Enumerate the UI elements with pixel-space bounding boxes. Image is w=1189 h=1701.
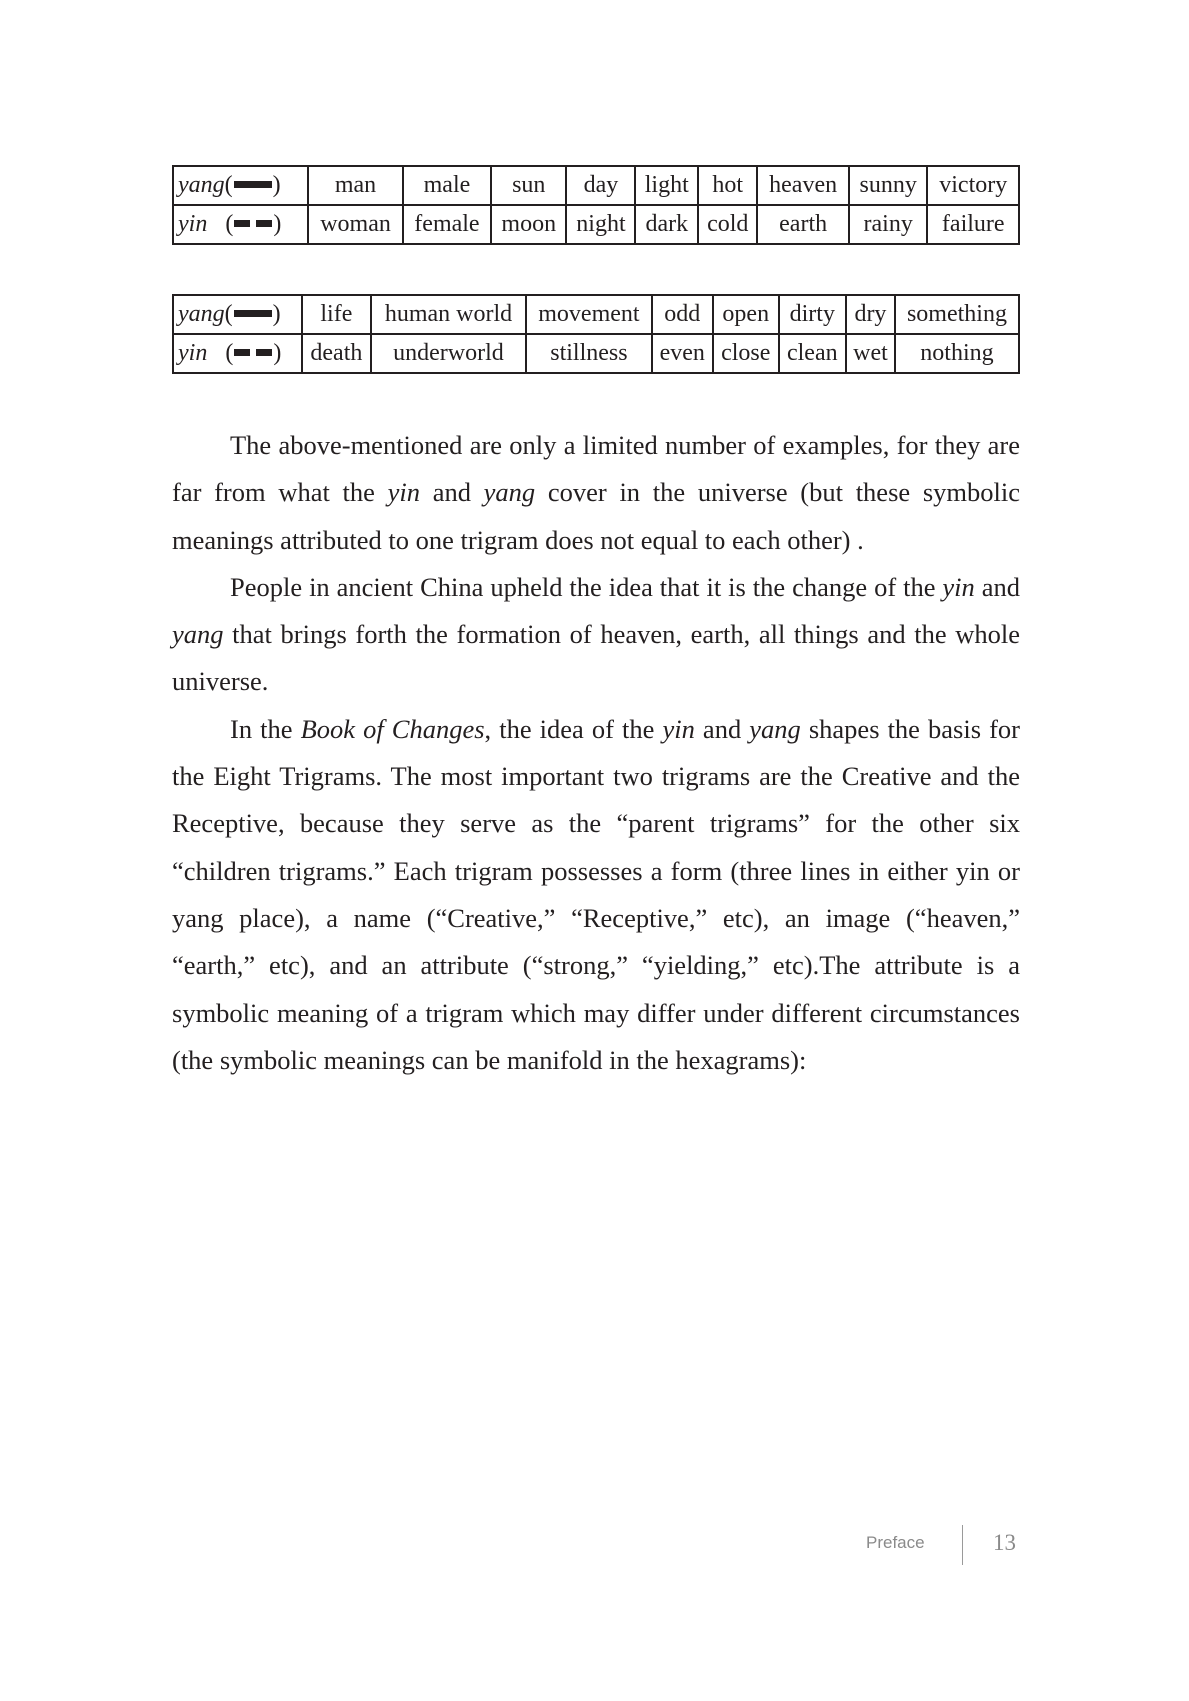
table-cell: light [635,166,698,205]
table-cell: day [566,166,635,205]
table-cell: open [713,295,779,334]
table-row-yang [173,295,1019,334]
footer-divider [962,1525,963,1565]
row-label-yin: yin ( ) [173,334,302,373]
table-cell: cold [698,205,757,244]
yin-yang-table-2 [172,294,1020,374]
body-text [172,422,1020,1084]
yin-yang-table-1 [172,165,1020,245]
term-yin: yin [178,340,208,366]
table-cell: night [566,205,635,244]
table-cell: odd [652,295,713,334]
table-cell: victory [927,166,1019,205]
page-number: 13 [993,1530,1016,1555]
table-cell: nothing [895,334,1019,373]
yang-line-icon [234,310,272,317]
row-label-yang: yang( ) [173,166,308,205]
table-cell: heaven [757,166,848,205]
table-cell: close [713,334,779,373]
table-cell: female [403,205,491,244]
table-row-yin [173,334,1019,373]
table-cell: dark [635,205,698,244]
table-cell: life [302,295,371,334]
row-label-yang: yang( ) [173,295,302,334]
table-cell: sun [491,166,566,205]
table-cell: underworld [371,334,526,373]
table-cell: moon [491,205,566,244]
yin-line-icon [234,220,272,227]
footer-section-label: Preface [866,1533,925,1552]
table-cell: human world [371,295,526,334]
paragraph-3: In the Book of Changes, the idea of the yin and yang shapes the basis for the Eight Trigrams. The most important two trigrams are the Creative and the Receptive, because they serve as the “parent trigrams” for the other six “children trigrams.” Each trigram possesses a form (three lines in either yin or yang place), a name (“Creative,” “Receptive,” etc), an image (“heaven,” “earth,” etc), and an attribute (“strong,” “yielding,” etc).The attribute is a symbolic meaning of a trigram which may differ under different circumstances (the symbolic meanings can be manifold in the hexagrams): [172,713,1020,1075]
table-cell: hot [698,166,757,205]
table-cell: death [302,334,371,373]
row-label-yin: yin ( ) [173,205,308,244]
table-cell: failure [927,205,1019,244]
table-cell: something [895,295,1019,334]
table-cell: movement [526,295,652,334]
table-cell: clean [779,334,846,373]
table-cell: stillness [526,334,652,373]
yin-line-icon [234,349,272,356]
table-row-yang [173,166,1019,205]
paragraph-1: The above-mentioned are only a limited number of examples, for they are far from what the yin and yang cover in the universe (but these symbolic meanings attributed to one trigram does not equal to each other) . [172,430,1021,555]
table-cell: dry [846,295,895,334]
term-yang: yang [178,301,225,327]
paragraph-2: People in ancient China upheld the idea that it is the change of the yin and yang that brings forth the formation of heaven, earth, all things and the whole universe. [172,571,1021,697]
table-cell: rainy [849,205,928,244]
table-row-yin [173,205,1019,244]
table-cell: woman [308,205,403,244]
table-cell: even [652,334,713,373]
table-cell: sunny [849,166,928,205]
table-cell: male [403,166,491,205]
table-cell: dirty [779,295,846,334]
term-yang: yang [178,172,225,198]
table-cell: earth [757,205,848,244]
term-yin: yin [178,211,208,237]
yang-line-icon [234,181,272,188]
table-cell: man [308,166,403,205]
table-cell: wet [846,334,895,373]
